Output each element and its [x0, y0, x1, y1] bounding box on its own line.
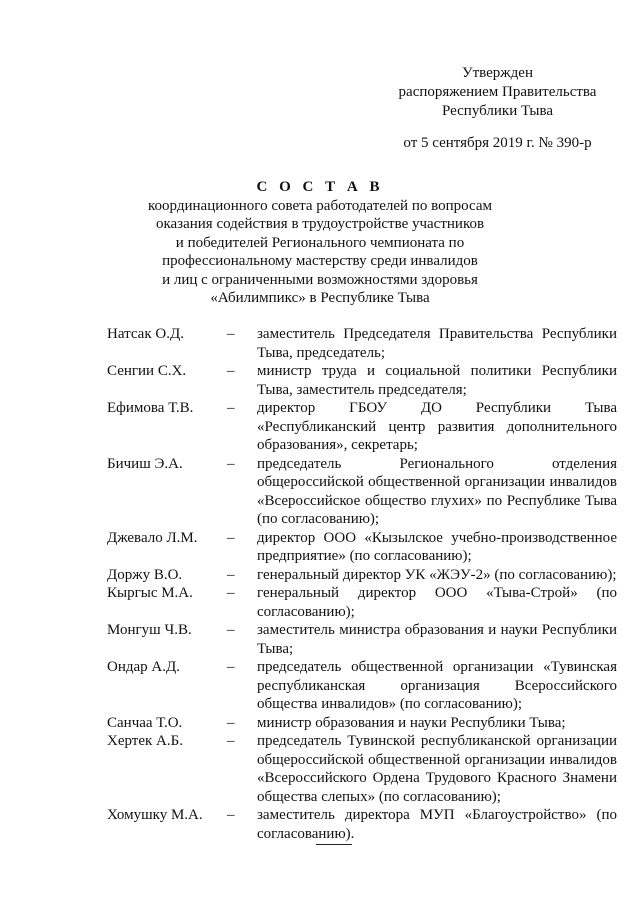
member-dash: – [227, 455, 235, 472]
member-name: Натсак О.Д. [107, 326, 184, 342]
member-name: Хертек А.Б. [107, 733, 183, 749]
approval-line-3: Республики Тыва [441, 103, 554, 119]
member-name: Монгуш Ч.В. [107, 622, 192, 638]
member-role: генеральный директор УК «ЖЭУ-2» (по согласованию); [257, 566, 617, 583]
member-row [107, 732, 617, 806]
member-name: Ондар А.Д. [107, 659, 180, 675]
member-role: заместитель директора МУП «Благоустройство» (по согласованию). [257, 807, 617, 842]
title-line: координационного совета работодателей по вопросам [148, 197, 492, 214]
member-name: Сенгии С.Х. [107, 363, 187, 379]
member-role: генеральный директор ООО «Тыва-Строй» (по согласованию); [257, 585, 617, 620]
title-line: и лиц с ограниченными возможностями здоровья [162, 271, 478, 288]
title-line: и победителей Регионального чемпионата по [175, 234, 465, 251]
member-row [107, 621, 617, 658]
approval-block [380, 64, 615, 153]
member-row [107, 399, 617, 455]
member-role: председатель общественной организации «Тувинская республиканская организация Всероссийского общества инвалидов» (по согласованию); [257, 659, 617, 712]
members-list [107, 325, 617, 843]
member-role: министр образования и науки Республики Тыва; [257, 714, 566, 731]
member-role: директор ООО «Кызылское учебно-производственное предприятие» (по согласованию); [257, 529, 617, 564]
member-name: Ефимова Т.В. [107, 400, 194, 416]
member-name: Кыргыс М.А. [107, 585, 193, 601]
member-row [107, 529, 617, 566]
member-dash: – [227, 714, 235, 731]
member-row [107, 362, 617, 399]
member-row [107, 658, 617, 714]
closing-rule [316, 844, 352, 845]
title-line: «Абилимпикс» в Республике Тыва [210, 290, 430, 306]
title-line: профессиональному мастерству среди инвалидов [162, 253, 478, 269]
member-dash: – [227, 659, 235, 675]
member-dash: – [227, 566, 235, 583]
member-name: Хомушку М.А. [107, 807, 203, 823]
member-role: заместитель Председателя Правительства Республики Тыва, председатель; [257, 326, 617, 361]
approval-date: от 5 сентября 2019 г. № 390-р [403, 135, 592, 151]
member-role: председатель Регионального отделения общероссийской общественной организации инвалидов «Всероссийское общество глухих» по Республике Тыва (по согласованию); [257, 455, 617, 527]
member-name: Доржу В.О. [107, 566, 183, 583]
member-row [107, 806, 617, 843]
member-role: заместитель министра образования и науки Республики Тыва; [257, 622, 617, 657]
member-dash: – [227, 326, 235, 342]
member-dash: – [227, 733, 235, 749]
member-row [107, 714, 617, 733]
member-name: Санчаа Т.О. [107, 714, 183, 731]
member-role: председатель Тувинской республиканской организации общероссийской общественной организации инвалидов «Всероссийского Ордена Трудового Красного Знамени общества слепых» (по согласованию); [257, 733, 617, 805]
member-row [107, 566, 617, 585]
member-dash: – [227, 529, 235, 546]
member-dash: – [227, 363, 235, 379]
member-role: директор ГБОУ ДО Республики Тыва «Республиканский центр развития дополнительного образования», секретарь; [257, 400, 617, 453]
member-dash: – [227, 622, 235, 638]
title-heading: С О С Т А В [256, 179, 384, 195]
member-name: Джевало Л.М. [107, 529, 198, 546]
member-row [107, 584, 617, 621]
member-name: Бичиш Э.А. [107, 455, 183, 472]
member-dash: – [227, 807, 235, 823]
member-dash: – [227, 400, 235, 416]
title-line: оказания содействия в трудоустройстве участников [155, 216, 485, 232]
member-dash: – [227, 585, 235, 601]
approval-line-1: Утвержден [461, 65, 533, 81]
member-role: министр труда и социальной политики Республики Тыва, заместитель председателя; [257, 363, 617, 398]
approval-line-2: распоряжением Правительства [398, 84, 597, 100]
member-row [107, 325, 617, 362]
member-row [107, 455, 617, 529]
document-title [110, 178, 530, 308]
